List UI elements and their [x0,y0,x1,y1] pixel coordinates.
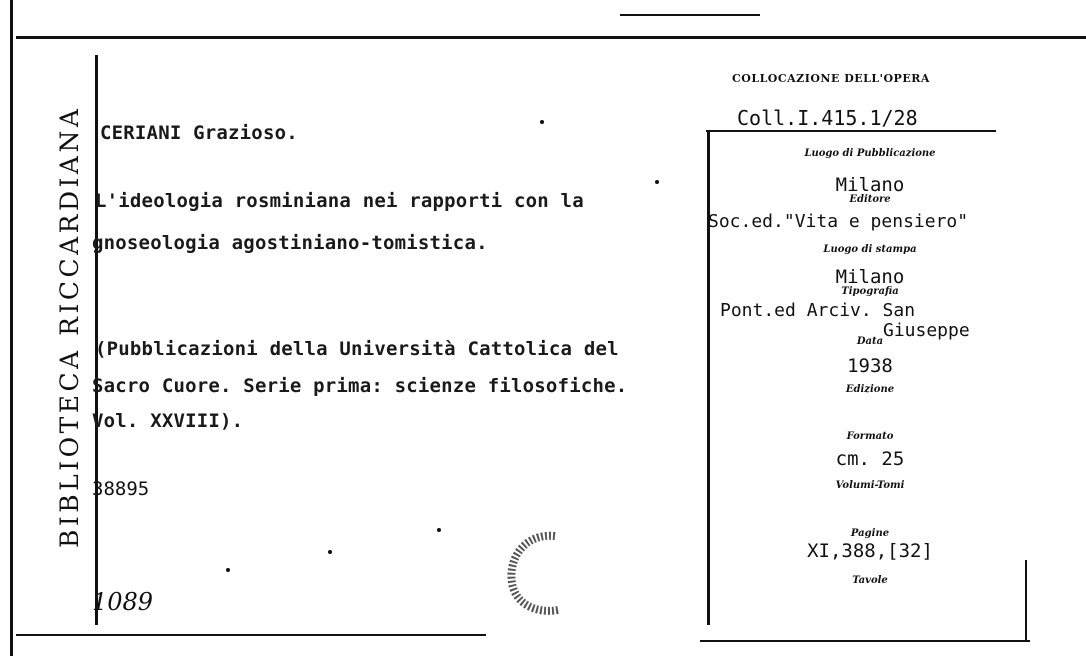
publisher-value: Soc.ed."Vita e pensiero" [708,211,969,232]
handwritten-note: 1089 [92,588,154,616]
card-top-border [16,36,1086,39]
edition-label: Edizione [845,384,895,395]
print-place-value: Milano [835,266,905,288]
fields-box-left [707,130,710,625]
title-line-2: gnoseologia agostiniano-tomistica. [92,232,488,254]
place-label: Luogo di Pubblicazione [804,148,936,159]
publisher-label: Editore [849,194,891,205]
collocation-header: COLLOCAZIONE DELL'OPERA [732,72,930,85]
format-value: cm. 25 [835,448,905,470]
scan-speck [328,550,332,554]
date-label: Data [856,336,884,347]
scan-speck [437,528,441,532]
series-line-3: Vol. XXVIII). [92,410,244,432]
printer-value-1: Pont.ed Arciv. San [720,300,916,321]
printer-label: Tipografia [841,286,899,297]
pages-label: Pagine [850,528,890,539]
inventory-number: 38895 [92,478,150,500]
series-line-1: (Pubblicazioni della Università Cattolica del [95,338,619,360]
card-bottom-border-right [700,640,1030,642]
scan-speck [226,568,230,572]
place-value: Milano [835,174,905,196]
plates-label: Tavole [852,575,888,586]
card-left-border [10,0,13,656]
pages-value: XI,388,[32] [807,540,933,562]
author-line: CERIANI Grazioso. [100,122,298,144]
title-line-1: L'ideologia rosminiana nei rapporti con la [95,190,584,212]
card-top-dash [620,14,760,16]
shelfmark: Coll.I.415.1/28 [737,106,918,130]
library-spine-label: BIBLIOTECA RICCARDIANA [55,105,84,548]
printer-value-2: Giuseppe [883,320,970,341]
scan-speck [655,180,659,184]
date-value: 1938 [847,355,893,377]
card-right-edge [1025,560,1027,642]
punch-hole-icon [500,528,570,618]
scan-speck [540,120,544,124]
series-line-2: Sacro Cuore. Serie prima: scienze filosofiche. [92,375,628,397]
shelfmark-underline [706,130,996,132]
print-place-label: Luogo di stampa [823,244,917,255]
card-bottom-border [16,634,486,636]
volumes-label: Volumi-Tomi [835,480,905,491]
format-label: Formato [846,431,894,442]
